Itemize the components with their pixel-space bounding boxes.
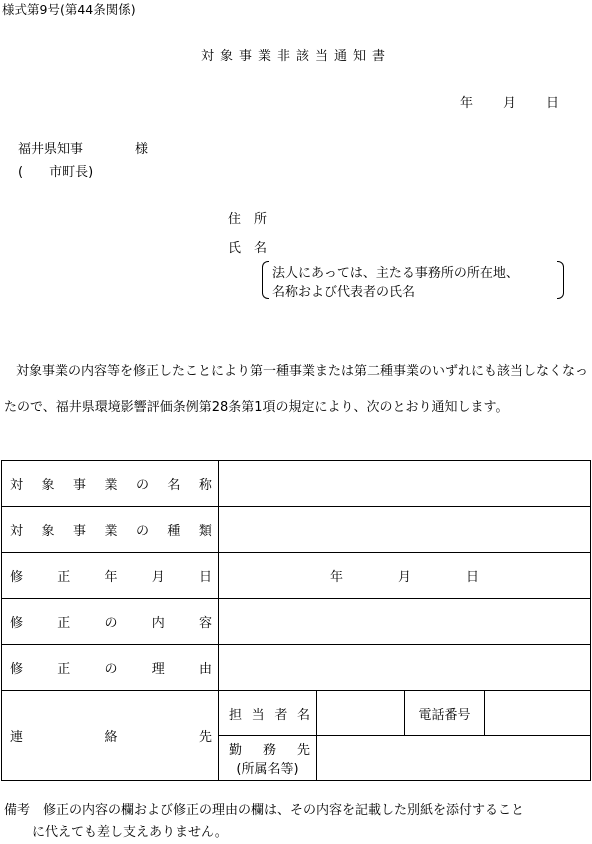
label-char: 対 [10, 478, 24, 493]
label-char: 先 [198, 730, 212, 745]
label-char: の [135, 524, 149, 539]
label-char: 正 [57, 662, 71, 677]
remark [4, 800, 590, 844]
label-char: 年 [104, 570, 118, 585]
label-char: の [104, 662, 118, 677]
table-row [2, 507, 591, 553]
phone-value[interactable] [485, 691, 591, 736]
table-row [2, 553, 591, 599]
date-day: 日 [546, 96, 560, 111]
address-label: 住 所 [228, 212, 268, 227]
label-char: 事 [72, 478, 86, 493]
row-label [2, 566, 218, 585]
project-name-value[interactable] [219, 461, 591, 507]
table-row [2, 461, 591, 507]
addressee-mayor: ( 市町長) [18, 165, 94, 180]
label-char: の [104, 616, 118, 631]
person-value[interactable] [317, 691, 405, 736]
label-char: 日 [198, 570, 212, 585]
label-char: 業 [104, 524, 118, 539]
label-char: 担 [229, 707, 243, 723]
label-char: 先 [296, 743, 310, 758]
label-char: 修 [10, 616, 24, 631]
date-year: 年 [460, 96, 474, 111]
workplace-sub-label: (所属名等) [236, 762, 299, 777]
label-char: 月 [151, 570, 165, 585]
label-char: 名 [296, 707, 310, 723]
label-char: 正 [57, 616, 71, 631]
form-number: 様式第9号(第44条関係) [2, 2, 136, 17]
left-bracket [262, 261, 269, 299]
label-char: 称 [198, 478, 212, 493]
label-char: 容 [198, 616, 212, 631]
phone-label: 電話番号 [405, 691, 485, 736]
label-char: 絡 [104, 730, 118, 745]
applicant-note [262, 261, 564, 301]
contact-label [2, 726, 218, 745]
right-bracket [557, 261, 564, 299]
table-row [2, 599, 591, 645]
note-line-2: 名称および代表者の氏名 [272, 285, 416, 300]
label-char: 理 [151, 662, 165, 677]
label-char: 正 [57, 570, 71, 585]
table-row [2, 691, 591, 736]
label-char: 業 [104, 478, 118, 493]
label-char: 種 [167, 524, 181, 539]
label-char: 象 [41, 524, 55, 539]
date-month: 月 [503, 96, 517, 111]
table-row [2, 645, 591, 691]
document-title: 対象事業非該当通知書 [200, 49, 391, 64]
label-char: 当 [251, 707, 265, 723]
rev-month: 月 [397, 570, 411, 585]
label-char: 類 [198, 524, 212, 539]
row-label [2, 474, 218, 493]
body-paragraph: 対象事業の内容等を修正したことにより第一種事業または第二種事業のいずれにも該当しなくなったので、福井県環境影響評価条例第28条第1項の規定により、次のとおり通知します。 [4, 364, 589, 415]
label-char: 事 [72, 524, 86, 539]
label-char: 者 [274, 707, 288, 723]
label-char: 連 [10, 730, 24, 745]
label-char: 対 [10, 524, 24, 539]
revision-date-value[interactable] [219, 553, 591, 599]
row-label [2, 520, 218, 539]
label-char: の [135, 478, 149, 493]
note-line-1: 法人にあっては、主たる事務所の所在地、 [272, 266, 519, 281]
label-char: 修 [10, 570, 24, 585]
project-type-value[interactable] [219, 507, 591, 553]
date-line [460, 92, 559, 111]
body-text [4, 354, 590, 426]
rev-day: 日 [466, 570, 480, 585]
workplace-label-cell [219, 736, 317, 781]
label-char: 名 [167, 478, 181, 493]
remark-line-2: に代えても差し支えありません。 [32, 825, 228, 840]
revision-content-value[interactable] [219, 599, 591, 645]
label-char: 由 [198, 662, 212, 677]
name-label: 氏 名 [228, 241, 268, 256]
label-char: 務 [262, 743, 276, 758]
person-label [219, 704, 316, 723]
label-char: 象 [41, 478, 55, 493]
remark-line-1: 備考 修正の内容の欄および修正の理由の欄は、その内容を記載した別紙を添付すること [4, 803, 525, 818]
row-label [2, 612, 218, 631]
notification-table [1, 460, 591, 781]
workplace-value[interactable] [317, 736, 591, 781]
workplace-label [219, 739, 316, 758]
label-char: 勤 [229, 743, 243, 758]
row-label [2, 658, 218, 677]
label-char: 内 [151, 616, 165, 631]
addressee-governor: 福井県知事 様 [18, 142, 149, 157]
label-char: 修 [10, 662, 24, 677]
rev-year: 年 [329, 570, 343, 585]
revision-reason-value[interactable] [219, 645, 591, 691]
